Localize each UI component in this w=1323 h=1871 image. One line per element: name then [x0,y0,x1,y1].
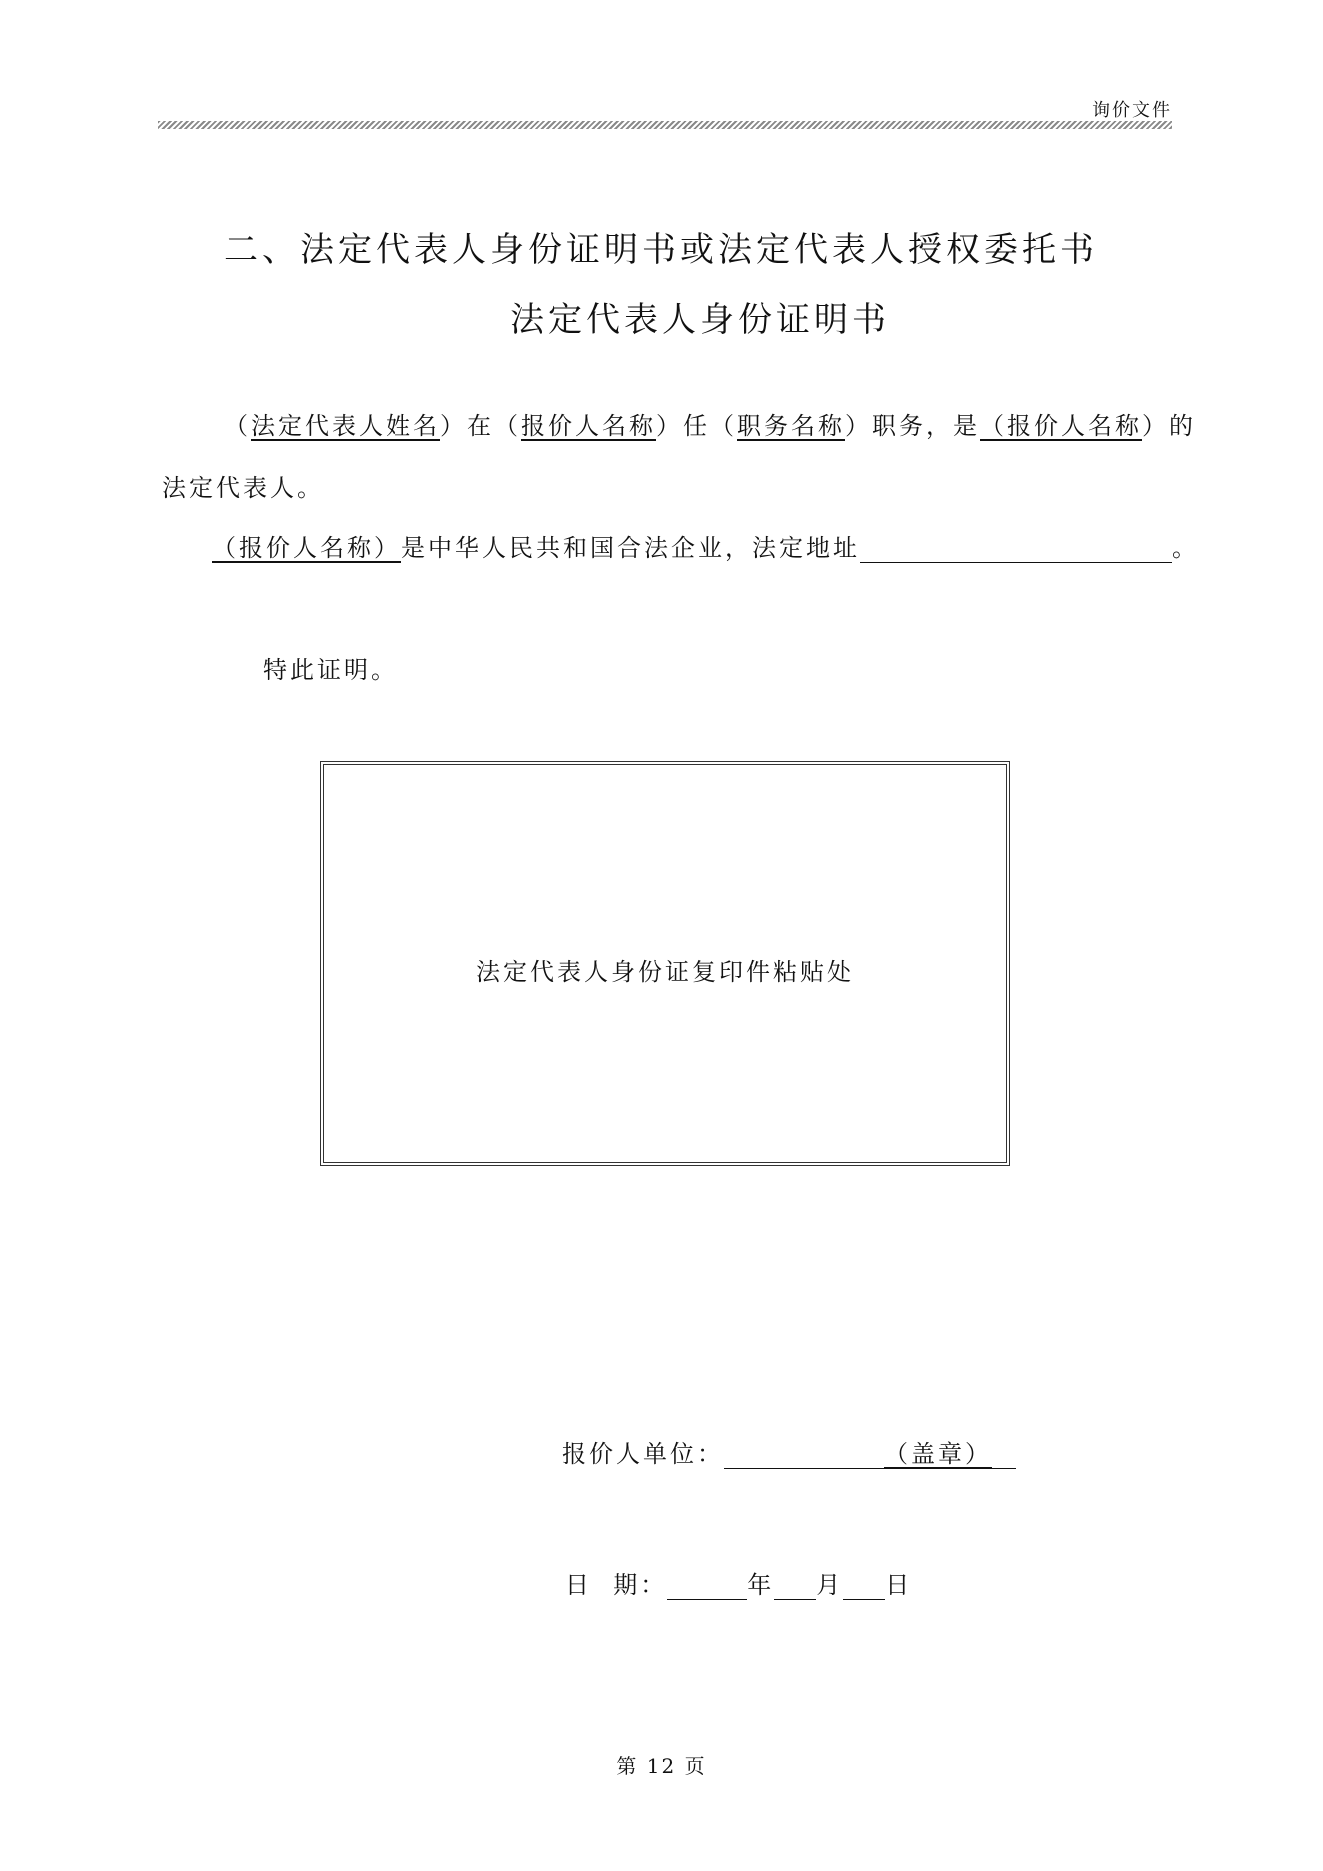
bidder-name-field-3: （报价人名称） [212,534,401,562]
page-number: 第 12 页 [616,1754,707,1778]
unit-blank [724,1442,884,1469]
certify-text: 特此证明。 [263,656,398,684]
paragraph-1-line-1 [224,406,1196,441]
id-copy-box [320,761,1010,1166]
day-blank [843,1573,885,1600]
paragraph-2-text: 是中华人民共和国合法企业，法定地址 [401,534,860,562]
text-position: ）任（ [656,412,737,440]
text-in: ）在（ [440,412,521,440]
day-label: 日 [885,1571,913,1599]
document-title: 法定代表人身份证明书 [510,300,890,340]
year-label: 年 [747,1571,775,1599]
address-blank [860,536,1172,563]
position-field: 职务名称 [737,412,845,440]
rep-name-field: 法定代表人姓名 [251,412,440,440]
signature-unit-line [562,1434,1016,1469]
text-of: ）的 [1142,412,1196,440]
text-duty: ）职务，是 [845,412,980,440]
year-blank [667,1573,747,1600]
paragraph-1-line-2: 法定代表人。 [162,474,324,502]
month-label: 月 [816,1571,844,1599]
header-label: 询价文件 [1092,100,1172,121]
date-label: 日 期： [565,1571,668,1599]
id-copy-label: 法定代表人身份证复印件粘贴处 [476,958,854,986]
section-title: 二、法定代表人身份证明书或法定代表人授权委托书 [224,230,1098,270]
header-rule [158,121,1172,129]
bidder-name-field-2: （报价人名称 [980,412,1142,440]
paragraph-2-end: 。 [1172,534,1199,562]
unit-label: 报价人单位： [562,1440,724,1468]
month-blank [774,1573,816,1600]
bidder-name-field: 报价人名称 [521,412,656,440]
paragraph-2 [212,528,1199,563]
text-open: （ [224,412,251,440]
seal-blank [992,1442,1016,1469]
signature-date-line [565,1565,912,1600]
seal-label: （盖章） [884,1440,992,1468]
